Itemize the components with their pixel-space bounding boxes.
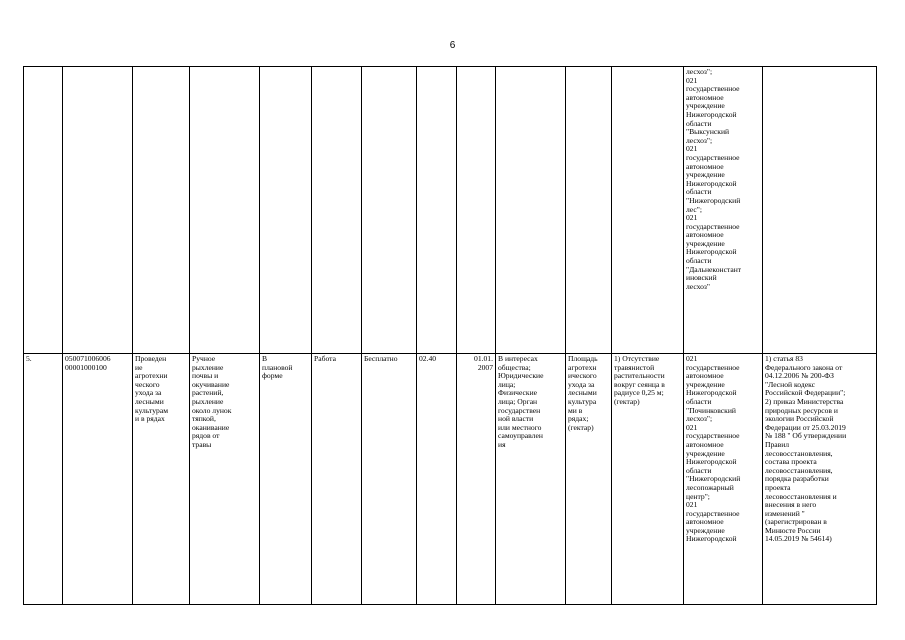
cell-date xyxy=(457,67,496,354)
org-line: автономное xyxy=(686,92,724,102)
org-line: лесхоз" xyxy=(686,281,711,291)
org-line: лес"; xyxy=(686,204,702,214)
cell-pay xyxy=(362,67,417,354)
cell-code: 050071006006 00001000100 xyxy=(63,354,133,605)
org-line: "Нижегородский xyxy=(686,474,741,484)
org-line: учреждение xyxy=(686,170,725,180)
org-line: центр"; xyxy=(686,491,710,501)
page-number: 6 xyxy=(449,40,456,51)
org-line: государственное xyxy=(686,431,740,441)
table-row-continued xyxy=(24,67,877,354)
org-line: Нижегородской xyxy=(686,388,737,398)
org-line: Нижегородской xyxy=(686,247,737,257)
cell-service: Проведен ие агротехни ческого ухода за лесными культурам и в рядах xyxy=(133,354,190,605)
cell-organizations xyxy=(684,67,763,354)
cell-code xyxy=(63,67,133,354)
org-line: учреждение xyxy=(686,101,725,111)
org-line: государственное xyxy=(686,362,740,372)
org-line: учреждение xyxy=(686,379,725,389)
org-line: 021 xyxy=(686,213,698,223)
org-line: учреждение xyxy=(686,525,725,535)
org-line: области xyxy=(686,256,712,266)
org-line: лесхоз"; xyxy=(686,67,713,76)
cell-consumers xyxy=(496,67,566,354)
cell-type: Работа xyxy=(312,354,362,605)
cell-content: Ручное рыхление почвы и окучивание растений, рыхление около лунок тяпкой, оканивание рядов от травы xyxy=(190,354,260,605)
org-line: 021 xyxy=(686,75,698,85)
org-line: Нижегородской xyxy=(686,534,737,544)
cell-date: 01.01. 2007 xyxy=(457,354,496,605)
cell-consumers: В интересах общества; Юридические лица; Физические лица; Орган государствен ной власти или местного самоуправлен ия xyxy=(496,354,566,605)
org-line: автономное xyxy=(686,371,724,381)
org-line: области xyxy=(686,465,712,475)
cell-content xyxy=(190,67,260,354)
table-row-5 xyxy=(24,354,877,605)
org-line: 021 xyxy=(686,500,698,510)
org-line: области xyxy=(686,187,712,197)
cell-legal xyxy=(763,67,877,354)
org-line: автономное xyxy=(686,161,724,171)
org-line: Нижегородской xyxy=(686,178,737,188)
org-line: автономное xyxy=(686,517,724,527)
org-line: государственное xyxy=(686,221,740,231)
cell-form xyxy=(260,67,312,354)
cell-legal: 1) статья 83 Федерального закона от 04.12.2006 № 200-ФЗ "Лесной кодекс Российской Федерации"; 2) приказ Министерства природных ресурсов и экологии Российской Федерации от 25.03.2019 № 188 " Об утверждении Правил лесовосстановления, состава проекта лесовосстановления, порядка разработки проекта лесовосстановления и внесения в него изменений " (зарегистрирован в Минюсте России 14.05.2019 № 54614) xyxy=(763,354,877,605)
cell-service xyxy=(133,67,190,354)
org-line: автономное xyxy=(686,230,724,240)
org-line: 021 xyxy=(686,422,698,432)
org-line: Нижегородской xyxy=(686,109,737,119)
cell-num: 5. xyxy=(24,354,63,605)
cell-quality: 1) Отсутствие травянистой растительности вокруг сеянца в радиусе 0,25 м; (гектар) xyxy=(612,354,684,605)
org-line: государственное xyxy=(686,508,740,518)
cell-quality xyxy=(612,67,684,354)
cell-volume: Площадь агротехн ического ухода за лесными культура ми в рядах; (гектар) xyxy=(566,354,612,605)
cell-okved xyxy=(417,67,457,354)
org-line: учреждение xyxy=(686,238,725,248)
org-line: лесхоз"; xyxy=(686,135,713,145)
org-line: "Дальнеконстант xyxy=(686,264,742,274)
org-line: области xyxy=(686,396,712,406)
org-line: "Починковский xyxy=(686,405,736,415)
org-line: учреждение xyxy=(686,448,725,458)
cell-pay: Бесплатно xyxy=(362,354,417,605)
registry-table xyxy=(23,66,877,605)
cell-type xyxy=(312,67,362,354)
org-line: 021 xyxy=(686,354,698,363)
org-line: государственное xyxy=(686,152,740,162)
org-line: "Нижегородский xyxy=(686,195,741,205)
cell-num xyxy=(24,67,63,354)
org-line: 021 xyxy=(686,144,698,154)
cell-okved: 02.40 xyxy=(417,354,457,605)
org-line: лесхоз"; xyxy=(686,414,713,424)
org-line: лесопожарный xyxy=(686,482,734,492)
org-line: "Выксунский xyxy=(686,127,730,137)
org-line: автономное xyxy=(686,439,724,449)
cell-organizations xyxy=(684,354,763,605)
org-line: Нижегородской xyxy=(686,457,737,467)
org-line: области xyxy=(686,118,712,128)
cell-volume xyxy=(566,67,612,354)
org-line: иновский xyxy=(686,273,717,283)
org-line: государственное xyxy=(686,84,740,94)
cell-form: В плановой форме xyxy=(260,354,312,605)
